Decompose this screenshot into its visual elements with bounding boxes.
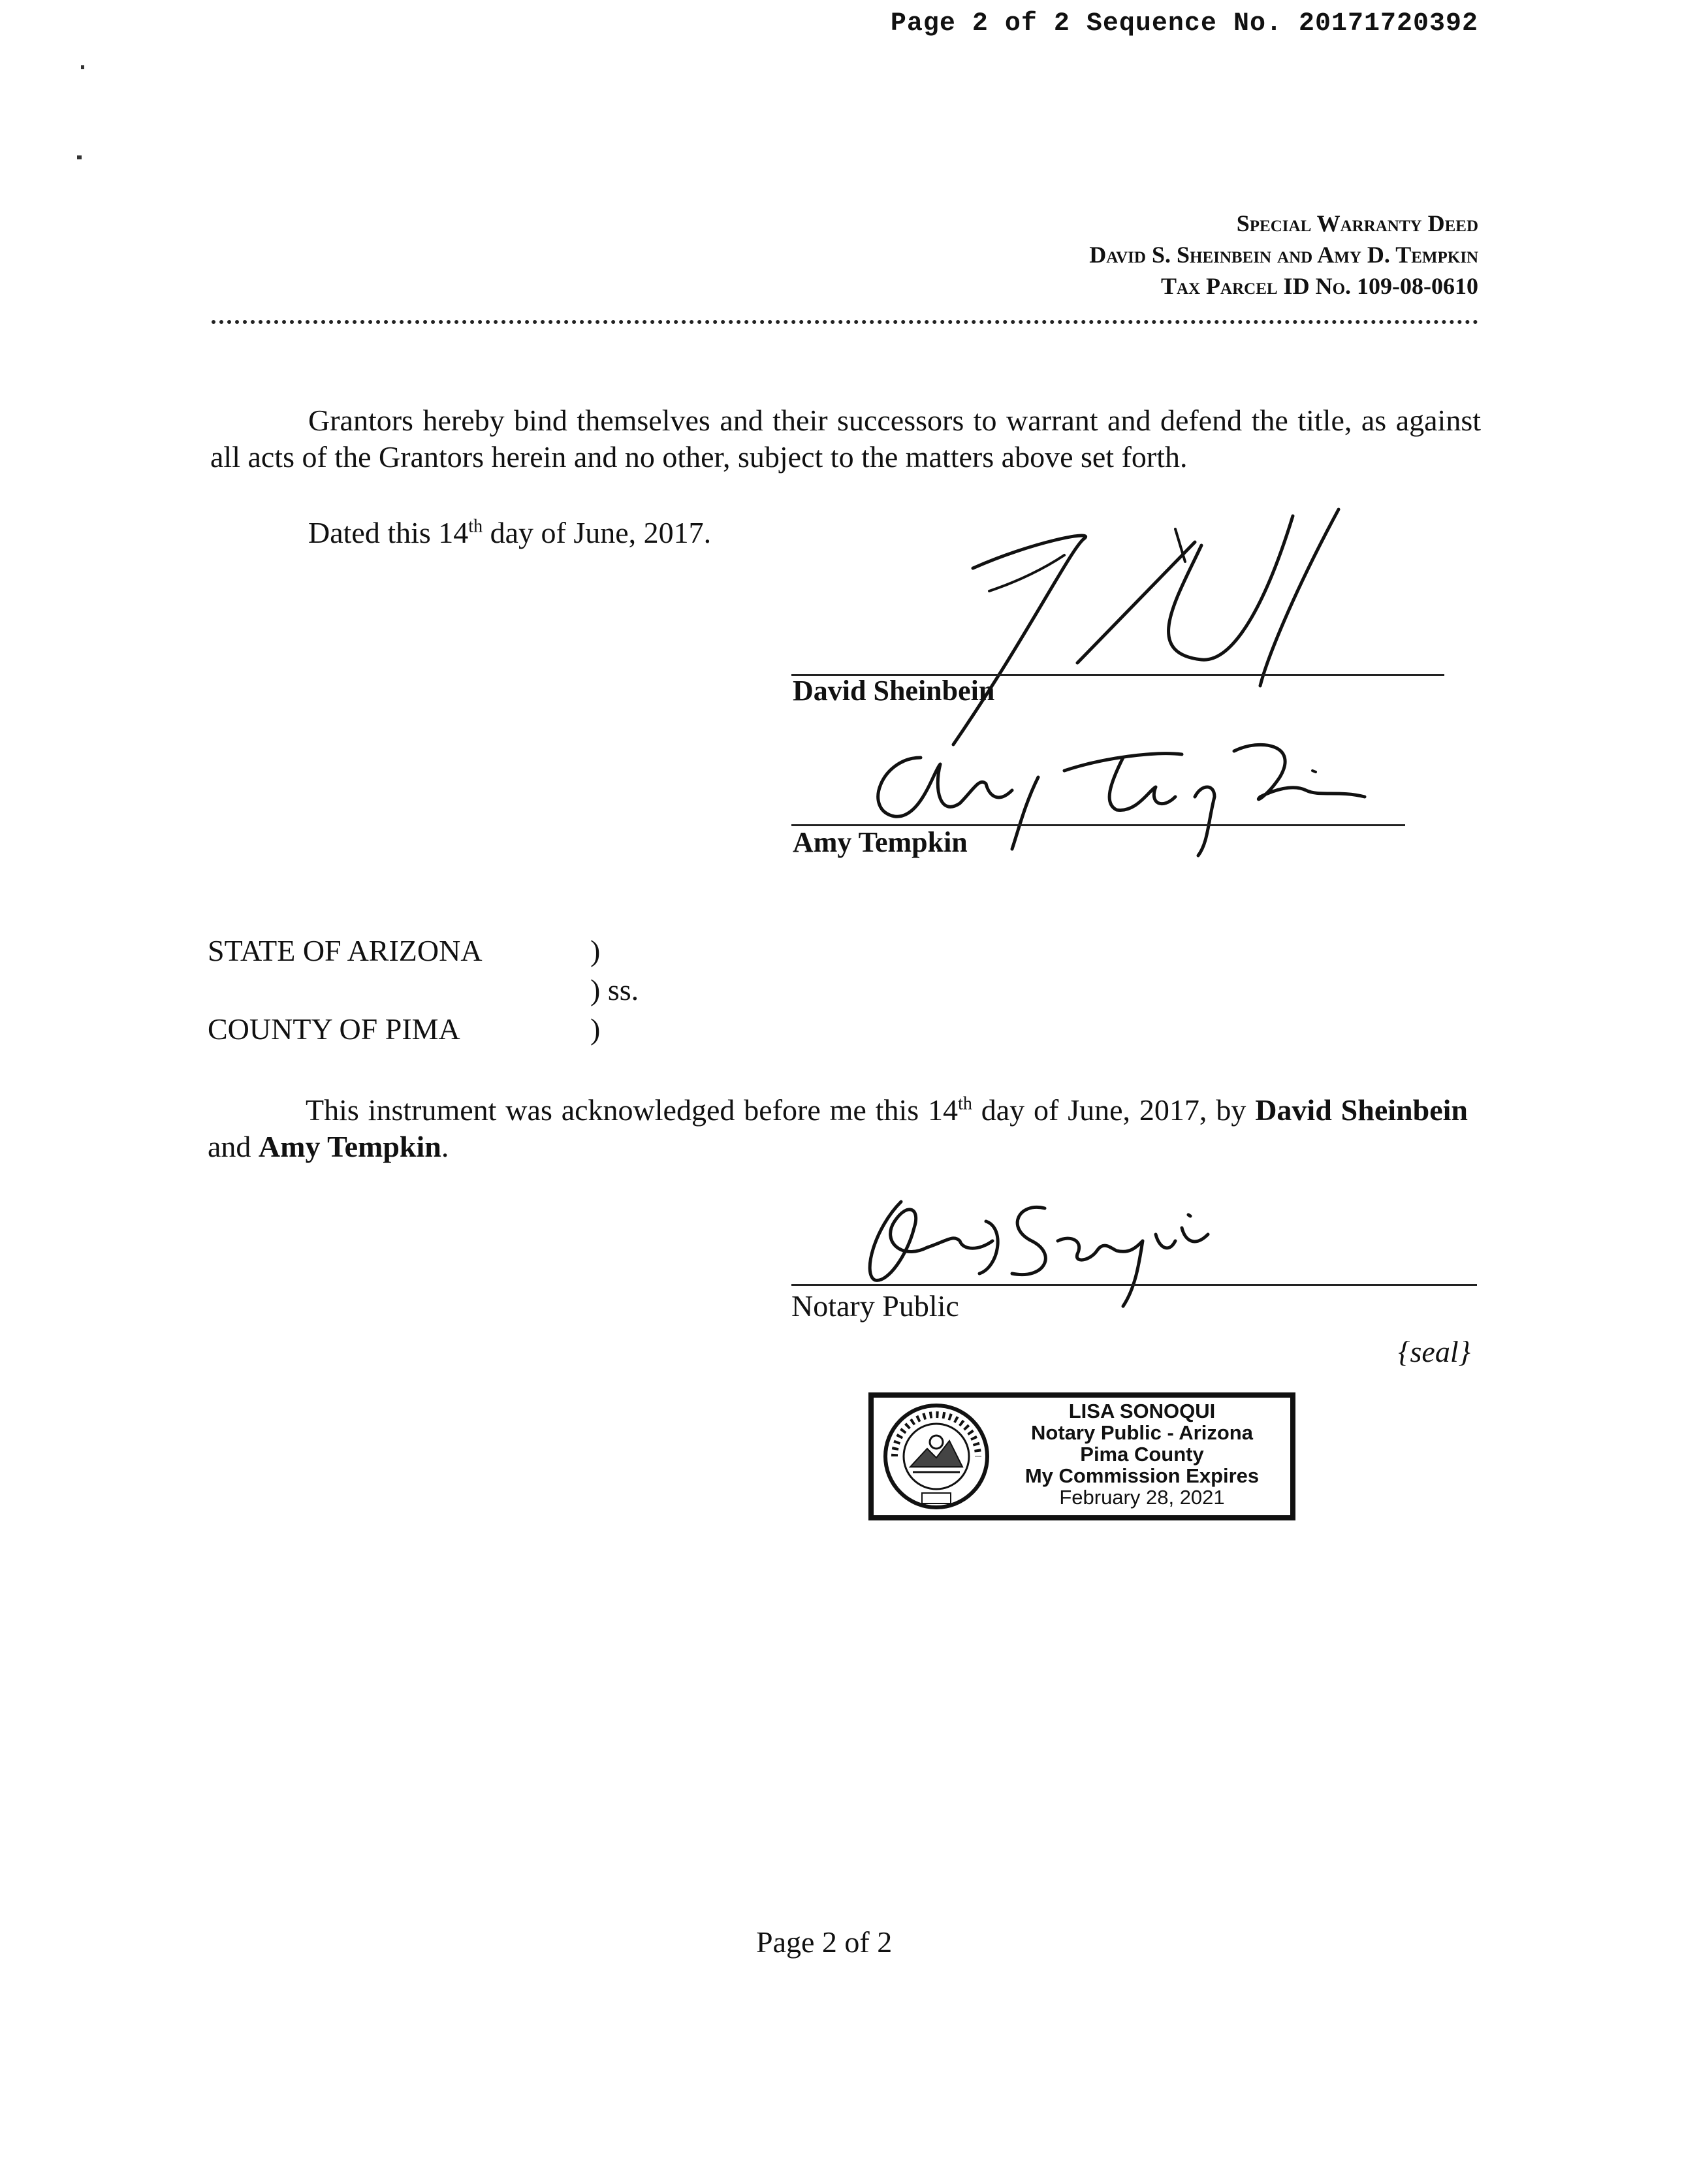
dated-ordinal: th [468, 516, 483, 537]
sheinbein-signature-graphic [927, 503, 1423, 751]
dated-prefix: Dated this 14 [308, 516, 469, 549]
scan-speck [77, 155, 82, 159]
notary-stamp [868, 1392, 1295, 1520]
acknowledgment-paragraph [208, 1092, 1468, 1165]
stamp-expiration: February 28, 2021 [1059, 1486, 1225, 1509]
venue-ss: ) ss. [590, 973, 639, 1006]
stamp-notary-name: LISA SONOQUI [1068, 1400, 1216, 1422]
signer1-name: David Sheinbein [793, 675, 995, 707]
dated-suffix: day of June, 2017. [483, 516, 712, 549]
ack-end: . [441, 1130, 449, 1163]
ack-prefix: This instrument was acknowledged before me this 14 [306, 1093, 959, 1127]
seal-note: {seal} [1398, 1335, 1470, 1368]
stamp-text [995, 1400, 1289, 1508]
venue-paren-bottom: ) [590, 1012, 601, 1046]
venue-state: STATE OF ARIZONA [208, 934, 483, 967]
dotted-divider [212, 320, 1478, 324]
ack-middle: day of June, 2017, by [972, 1093, 1256, 1127]
caption-title: Special Warranty Deed [1236, 210, 1478, 236]
caption-parcel: Tax Parcel ID No. 109-08-0610 [1160, 273, 1478, 299]
recording-header: Page 2 of 2 Sequence No. 20171720392 [890, 9, 1478, 39]
stamp-commission: My Commission Expires [1024, 1464, 1260, 1487]
stamp-county: Pima County [1080, 1443, 1204, 1466]
page-footer: Page 2 of 2 [756, 1925, 893, 1959]
warranty-paragraph: Grantors hereby bind themselves and their successors to warrant and defend the title, as against all acts of the Grantors herein and no other, subject to the matters above set forth. [210, 404, 1481, 474]
dated-line [308, 515, 711, 551]
caption-parties: David S. Sheinbein and Amy D. Tempkin [1089, 242, 1478, 268]
ack-ordinal: th [958, 1093, 972, 1114]
document-caption [1089, 208, 1478, 302]
notary-signature-line [791, 1284, 1477, 1286]
venue-paren-top: ) [590, 934, 601, 967]
ack-name2: Amy Tempkin [258, 1130, 441, 1163]
notary-label: Notary Public [791, 1289, 959, 1323]
scan-speck [81, 65, 84, 69]
stamp-title: Notary Public - Arizona [1031, 1421, 1253, 1444]
ack-and: and [208, 1130, 259, 1163]
signer2-name: Amy Tempkin [793, 826, 968, 858]
ack-name1: David Sheinbein [1255, 1093, 1468, 1127]
venue-county: COUNTY OF PIMA [208, 1012, 460, 1046]
state-seal-graphic [881, 1402, 991, 1511]
